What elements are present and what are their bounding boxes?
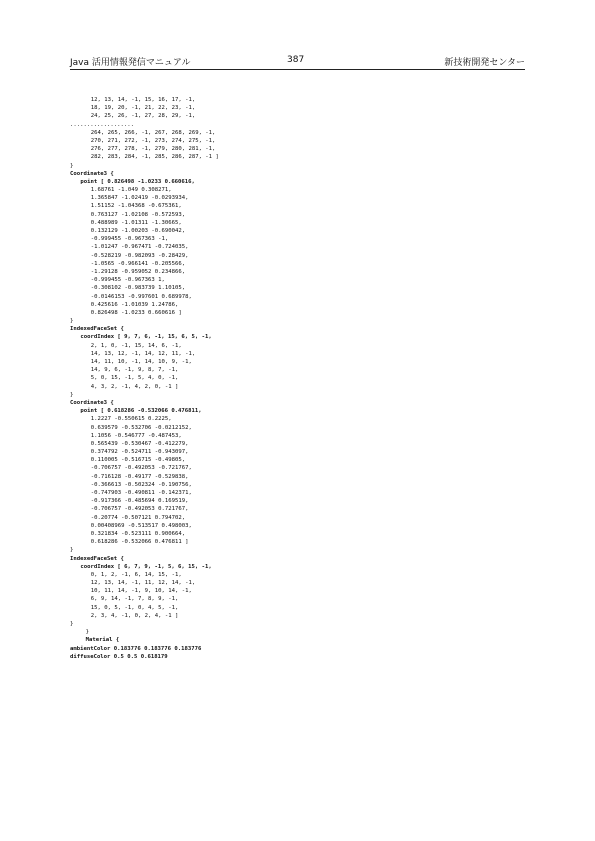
code-line: -0.706757 -0.492053 -0.721767, bbox=[90, 465, 192, 472]
code-line: 0.132129 -1.00203 -0.690042, bbox=[90, 228, 186, 234]
code-line: } bbox=[85, 629, 89, 636]
code-line: 5, 0, 15, -1, 5, 4, 0, -1, bbox=[90, 375, 179, 382]
code-line: 14, 9, 6, -1, 9, 8, 7, -1, bbox=[90, 367, 179, 374]
code-line: -0.0146153 -0.997601 0.689978, bbox=[90, 293, 192, 300]
code-line: -1.29128 -0.959052 0.234866, bbox=[90, 268, 186, 275]
code-line: point [ 0.618286 -0.532066 0.476811, bbox=[80, 408, 202, 415]
code-line: Coordinate3 { bbox=[70, 399, 114, 406]
code-line: 270, 271, 272, -1, 273, 274, 275, -1, bbox=[90, 137, 216, 144]
code-line: 1.365847 -1.02419 -0.0293934, bbox=[90, 195, 189, 202]
code-line: ................... bbox=[70, 121, 134, 128]
code-line: IndexedFaceSet { bbox=[70, 326, 124, 333]
code-line: -0.366613 -0.502324 -0.190756, bbox=[90, 481, 192, 488]
code-line: coordIndex [ 9, 7, 6, -1, 15, 6, 5, -1, bbox=[80, 334, 212, 341]
code-line: 0.00408969 -0.513517 0.498003, bbox=[90, 522, 192, 529]
code-line: 1.51152 -1.04368 -0.675361, bbox=[90, 203, 182, 210]
code-line: 276, 277, 278, -1, 279, 280, 281, -1, bbox=[90, 146, 216, 153]
code-line: point [ 0.826498 -1.0233 0.660616, bbox=[80, 178, 195, 185]
code-listing bbox=[70, 96, 219, 661]
header-rule bbox=[70, 69, 525, 70]
header-organization: 新技術開発センター bbox=[444, 58, 525, 68]
code-line: 282, 283, 284, -1, 285, 286, 287, -1 ] bbox=[90, 154, 219, 161]
code-line: Coordinate3 { bbox=[70, 170, 114, 177]
code-line: 24, 25, 26, -1, 27, 28, 29, -1, bbox=[90, 113, 196, 120]
code-line: ambientColor 0.183776 0.183776 0.183776 bbox=[70, 645, 202, 652]
code-line: IndexedFaceSet { bbox=[70, 555, 124, 562]
code-line: -0.20774 -0.507121 0.794702, bbox=[90, 514, 186, 521]
code-line: -0.308102 -0.983739 1.10105, bbox=[90, 285, 186, 292]
code-line: 1.68761 -1.049 0.308271, bbox=[90, 187, 172, 194]
code-line: -1.0565 -0.966141 -0.205566, bbox=[90, 260, 186, 267]
code-line: 0.618286 -0.532066 0.476811 ] bbox=[90, 539, 189, 546]
code-line: coordIndex [ 6, 7, 9, -1, 5, 6, 15, -1, bbox=[80, 563, 212, 570]
page-number: 387 bbox=[287, 55, 305, 65]
code-line: 0.763127 -1.02108 -0.572593, bbox=[90, 211, 186, 218]
code-line: 1.1056 -0.546777 -0.487453, bbox=[90, 432, 182, 439]
code-line: } bbox=[70, 391, 74, 398]
code-line: 18, 19, 20, -1, 21, 22, 23, -1, bbox=[90, 105, 196, 112]
code-line: } bbox=[70, 547, 74, 554]
code-line: 0.639579 -0.532706 -0.0212152, bbox=[90, 424, 192, 431]
code-line: -0.999455 -0.967363 1, bbox=[90, 277, 165, 284]
code-line: 12, 13, 14, -1, 11, 12, 14, -1, bbox=[90, 580, 196, 587]
code-line: diffuseColor 0.5 0.5 0.618179 bbox=[70, 653, 168, 660]
code-line: 15, 0, 5, -1, 0, 4, 5, -1, bbox=[90, 604, 179, 611]
code-line: 0.374792 -0.524711 -0.943097, bbox=[90, 449, 189, 456]
code-line: 264, 265, 266, -1, 267, 268, 269, -1, bbox=[90, 129, 216, 136]
code-line: 1.2227 -0.550615 0.2225, bbox=[90, 416, 172, 423]
code-line: -0.528219 -0.982093 -0.28429, bbox=[90, 252, 189, 259]
code-line: 0, 1, 2, -1, 6, 14, 15, -1, bbox=[90, 571, 182, 578]
code-line: } bbox=[70, 162, 74, 169]
code-line: Material { bbox=[85, 637, 120, 644]
code-line: 14, 13, 12, -1, 14, 12, 11, -1, bbox=[90, 350, 196, 357]
code-line: -0.716128 -0.49177 -0.529838, bbox=[90, 473, 189, 480]
code-line: 0.488989 -1.01311 -1.30665, bbox=[90, 219, 182, 226]
code-line: } bbox=[70, 621, 74, 627]
code-line: 12, 13, 14, -1, 15, 16, 17, -1, bbox=[90, 97, 196, 103]
code-line: 14, 11, 10, -1, 14, 10, 9, -1, bbox=[90, 359, 192, 365]
code-line: 0.425616 -1.01039 1.24786, bbox=[90, 301, 179, 308]
code-line: 0.110005 -0.516715 -0.49805, bbox=[90, 457, 186, 464]
code-line: -0.917366 -0.485694 0.169519, bbox=[90, 498, 189, 505]
code-line: -0.999455 -0.967363 -1, bbox=[90, 236, 169, 243]
header-title: Java 活用情報発信マニュアル bbox=[70, 58, 191, 68]
code-line: -0.747903 -0.490811 -0.142371, bbox=[90, 490, 192, 496]
code-line: 0.321834 -0.523111 0.900664, bbox=[90, 530, 186, 537]
code-line: 0.826498 -1.0233 0.660616 ] bbox=[90, 309, 182, 316]
code-line: 10, 11, 14, -1, 9, 10, 14, -1, bbox=[90, 588, 192, 595]
code-line: 6, 9, 14, -1, 7, 8, 9, -1, bbox=[90, 596, 179, 603]
code-line: } bbox=[70, 318, 74, 325]
code-line: 4, 3, 2, -1, 4, 2, 0, -1 ] bbox=[90, 383, 179, 390]
code-line: 2, 3, 4, -1, 0, 2, 4, -1 ] bbox=[90, 612, 179, 619]
running-header bbox=[70, 55, 525, 69]
code-line: 0.565439 -0.530467 -0.412279, bbox=[90, 440, 189, 447]
code-line: -1.01247 -0.967471 -0.724035, bbox=[90, 244, 189, 251]
code-line: 2, 1, 0, -1, 15, 14, 6, -1, bbox=[90, 342, 182, 349]
code-line: -0.706757 -0.492053 0.721767, bbox=[90, 506, 189, 513]
